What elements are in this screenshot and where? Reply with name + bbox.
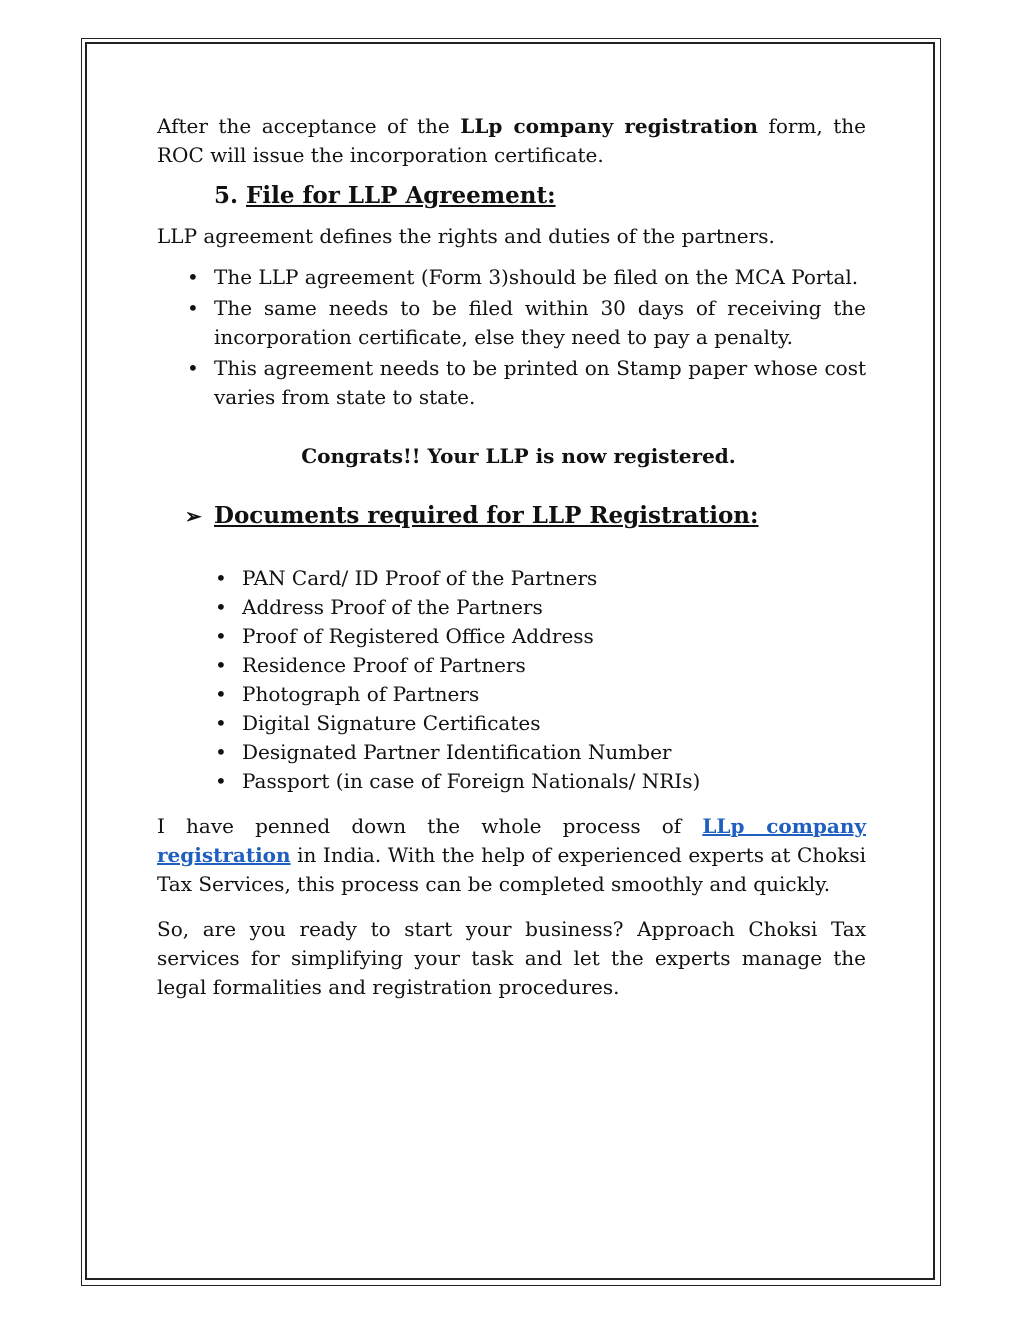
arrow-bullet-icon: ➢ <box>185 504 202 528</box>
intro-bold-term: LLp company registration <box>460 114 758 138</box>
list-item <box>157 738 866 767</box>
list-item <box>157 564 866 593</box>
intro-paragraph <box>157 112 866 170</box>
list-item-text: Residence Proof of Partners <box>242 653 526 677</box>
llp-registration-link[interactable]: LLp company registration <box>157 814 866 867</box>
list-item <box>157 593 866 622</box>
bullet-icon: • <box>215 682 227 706</box>
bullet-icon: • <box>215 711 227 735</box>
list-item-text: The same needs to be filed within 30 days of receiving the incorporation certificate, else they need to pay a penalty. <box>214 296 866 349</box>
closing-paragraph: So, are you ready to start your business? Approach Choksi Tax services for simplifying your task and let the experts manage the legal formalities and registration procedures. <box>157 917 866 999</box>
list-item <box>157 680 866 709</box>
bullet-icon: • <box>215 624 227 648</box>
congrats-message: Congrats!! Your LLP is now registered. <box>301 444 736 468</box>
list-item-text: PAN Card/ ID Proof of the Partners <box>242 566 598 590</box>
list-item-text: Proof of Registered Office Address <box>242 624 594 648</box>
bullet-icon: • <box>187 296 199 320</box>
section-5-number: 5. <box>214 182 239 209</box>
list-item <box>157 263 866 292</box>
list-item-text: The LLP agreement (Form 3)should be filed on the MCA Portal. <box>214 265 859 289</box>
list-item <box>157 294 866 352</box>
bullet-icon: • <box>215 595 227 619</box>
bullet-icon: • <box>215 566 227 590</box>
section-5-lead: LLP agreement defines the rights and duties of the partners. <box>157 224 775 248</box>
list-item <box>157 354 866 412</box>
list-item-text: Digital Signature Certificates <box>242 711 541 735</box>
documents-list <box>157 564 866 796</box>
section-5-heading <box>214 181 866 211</box>
document-body <box>157 112 866 1002</box>
summary-text-before: I have penned down the whole process of <box>157 814 703 838</box>
bullet-icon: • <box>215 653 227 677</box>
list-item <box>157 767 866 796</box>
intro-text-after: form, the ROC will issue the incorporation certificate. <box>157 114 867 167</box>
documents-heading <box>185 501 866 531</box>
list-item <box>157 651 866 680</box>
list-item-text: Designated Partner Identification Number <box>242 740 672 764</box>
section-5-bullet-list <box>157 263 866 412</box>
bullet-icon: • <box>187 356 199 380</box>
bullet-icon: • <box>215 740 227 764</box>
bullet-icon: • <box>215 769 227 793</box>
list-item <box>157 622 866 651</box>
intro-text-before: After the acceptance of the <box>157 114 461 138</box>
list-item-text: Passport (in case of Foreign Nationals/ NRIs) <box>242 769 701 793</box>
list-item <box>157 709 866 738</box>
bullet-icon: • <box>187 265 199 289</box>
summary-text-after: in India. With the help of experienced experts at Choksi Tax Services, this process can be completed smoothly and quickly. <box>157 843 866 896</box>
section-5-title: File for LLP Agreement: <box>246 182 556 209</box>
list-item-text: Photograph of Partners <box>242 682 480 706</box>
list-item-text: This agreement needs to be printed on Stamp paper whose cost varies from state to state. <box>214 356 866 409</box>
documents-title: Documents required for LLP Registration: <box>214 502 759 529</box>
list-item-text: Address Proof of the Partners <box>242 595 543 619</box>
summary-paragraph <box>157 812 866 899</box>
